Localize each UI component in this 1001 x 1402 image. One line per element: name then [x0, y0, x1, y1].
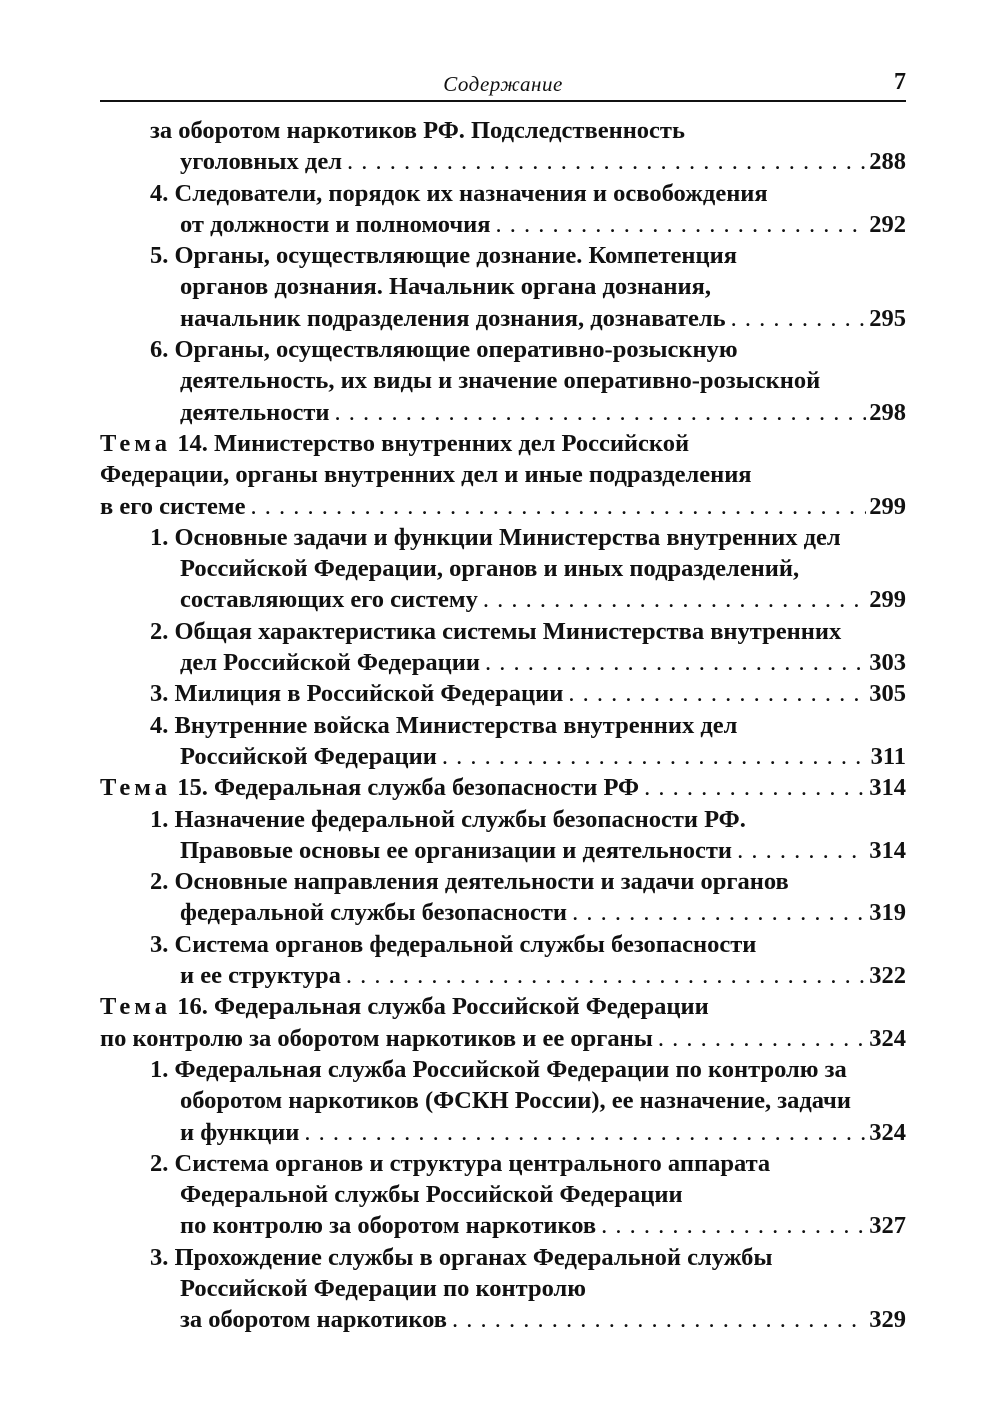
toc-line-text: 2. Общая характеристика системы Министерства внутренних — [150, 617, 842, 645]
toc-item — [150, 1148, 906, 1242]
dot-leader — [442, 741, 868, 772]
toc-line — [150, 647, 906, 678]
dot-leader — [568, 678, 866, 709]
dot-leader — [731, 303, 867, 334]
toc-line-text: и ее структура — [180, 962, 341, 990]
toc-item — [150, 522, 906, 616]
toc-line — [150, 929, 906, 960]
toc-topic — [100, 772, 906, 803]
toc-line — [150, 522, 906, 553]
toc-line — [150, 1242, 906, 1273]
toc-page-number: 298 — [869, 398, 906, 426]
toc-line-text: 5. Органы, осуществляющие дознание. Компетенция — [150, 242, 738, 270]
toc-line-text: 1. Назначение федеральной службы безопасности РФ. — [150, 805, 746, 833]
toc-line — [100, 491, 906, 522]
toc-line-text: дел Российской Федерации — [180, 649, 480, 677]
toc-line — [150, 303, 906, 334]
toc-line — [100, 772, 906, 803]
toc-line-text: и функции — [180, 1118, 300, 1146]
toc-page-number: 292 — [869, 210, 906, 238]
toc-line — [150, 1304, 906, 1335]
toc-line-text: Федеральной службы Российской Федерации — [180, 1181, 683, 1209]
toc-topic — [100, 428, 906, 522]
dot-leader — [483, 584, 866, 615]
dot-leader — [485, 647, 866, 678]
topic-prefix: Тема — [100, 429, 172, 457]
toc-line-text: составляющих его систему — [180, 586, 478, 614]
dot-leader — [304, 1117, 866, 1148]
toc-line — [100, 991, 906, 1022]
running-header — [100, 64, 906, 102]
toc-item — [150, 178, 906, 241]
toc-line — [150, 710, 906, 741]
toc-line — [150, 804, 906, 835]
topic-prefix: Тема — [100, 774, 172, 802]
toc-line — [150, 1273, 906, 1304]
toc-page-number: 319 — [869, 899, 906, 927]
toc-page-number: 314 — [869, 774, 906, 802]
toc-item — [150, 678, 906, 709]
toc-line — [150, 553, 906, 584]
toc-line-text: от должности и полномочия — [180, 210, 491, 238]
running-header-title: Содержание — [443, 72, 563, 96]
toc-page-number: 322 — [869, 962, 906, 990]
toc-item — [150, 866, 906, 929]
dot-leader — [737, 835, 866, 866]
dot-leader — [644, 772, 866, 803]
table-of-contents — [100, 115, 906, 1336]
toc-page-number: 329 — [869, 1306, 906, 1334]
toc-page-number: 299 — [869, 586, 906, 614]
toc-line-text: 4. Внутренние войска Министерства внутренних дел — [150, 711, 738, 739]
toc-line-text: 3. Прохождение службы в органах Федеральной службы — [150, 1243, 773, 1271]
toc-line — [150, 397, 906, 428]
toc-item — [150, 804, 906, 867]
dot-leader — [572, 897, 866, 928]
toc-line — [150, 835, 906, 866]
toc-line-text: уголовных дел — [180, 148, 342, 176]
toc-page-number: 295 — [869, 304, 906, 332]
toc-line-text: Российской Федерации — [180, 742, 437, 770]
toc-line-text: по контролю за оборотом наркотиков и ее органы — [100, 1024, 653, 1052]
toc-line-text: за оборотом наркотиков — [180, 1306, 448, 1334]
toc-page-number: 324 — [869, 1118, 906, 1146]
toc-page-number: 327 — [869, 1212, 906, 1240]
toc-item — [150, 1054, 906, 1148]
toc-line-text: в его системе — [100, 492, 246, 520]
toc-line — [150, 616, 906, 647]
dot-leader — [250, 491, 866, 522]
toc-line — [150, 115, 906, 146]
toc-line-text: 4. Следователи, порядок их назначения и освобождения — [150, 179, 768, 207]
dot-leader — [658, 1023, 866, 1054]
toc-line-text: 15. Федеральная служба безопасности РФ — [177, 774, 640, 802]
toc-line — [150, 1054, 906, 1085]
toc-topic — [100, 991, 906, 1054]
toc-item — [150, 710, 906, 773]
toc-line-text: деятельность, их виды и значение оперативно-розыскной — [180, 367, 821, 395]
toc-line-text: по контролю за оборотом наркотиков — [180, 1212, 597, 1240]
toc-line — [150, 584, 906, 615]
toc-item — [150, 334, 906, 428]
toc-line-text: федеральной службы безопасности — [180, 899, 568, 927]
toc-line-text: Федерации, органы внутренних дел и иные подразделения — [100, 461, 752, 489]
toc-page-number: 324 — [869, 1024, 906, 1052]
toc-item — [150, 115, 906, 178]
toc-page-number: 288 — [869, 148, 906, 176]
toc-line — [150, 960, 906, 991]
toc-page-number: 314 — [869, 836, 906, 864]
toc-line — [150, 1210, 906, 1241]
toc-line — [100, 428, 906, 459]
toc-line-text: оборотом наркотиков (ФСКН России), ее назначение, задачи — [180, 1087, 851, 1115]
dot-leader — [346, 960, 866, 991]
toc-line-text: 1. Основные задачи и функции Министерства внутренних дел — [150, 523, 841, 551]
dot-leader — [335, 397, 867, 428]
toc-line — [100, 459, 906, 490]
toc-page-number: 303 — [869, 649, 906, 677]
toc-line — [150, 866, 906, 897]
toc-line — [150, 240, 906, 271]
toc-line-text: за оборотом наркотиков РФ. Подследственность — [150, 117, 685, 144]
page-number: 7 — [894, 69, 906, 95]
toc-line-text: органов дознания. Начальник органа дознания, — [180, 273, 711, 301]
dot-leader — [601, 1210, 866, 1241]
toc-page-number: 305 — [869, 680, 906, 708]
toc-page-number: 311 — [870, 742, 906, 770]
toc-line — [150, 1148, 906, 1179]
toc-line — [150, 146, 906, 177]
toc-line — [150, 1179, 906, 1210]
toc-line-text: 2. Основные направления деятельности и задачи органов — [150, 868, 789, 896]
toc-item — [150, 929, 906, 992]
toc-line — [150, 209, 906, 240]
toc-line — [150, 271, 906, 302]
toc-line-text: 2. Система органов и структура центрального аппарата — [150, 1149, 771, 1177]
toc-item — [150, 616, 906, 679]
topic-prefix: Тема — [100, 993, 172, 1021]
toc-line — [150, 334, 906, 365]
toc-line-text: 3. Система органов федеральной службы безопасности — [150, 930, 757, 958]
toc-line — [150, 1085, 906, 1116]
toc-line — [150, 365, 906, 396]
toc-item — [150, 1242, 906, 1336]
toc-line — [150, 897, 906, 928]
toc-line-text: Российской Федерации, органов и иных подразделений, — [180, 555, 800, 583]
toc-line-text: 16. Федеральная служба Российской Федерации — [177, 993, 709, 1021]
toc-line-text: 3. Милиция в Российской Федерации — [150, 680, 564, 708]
dot-leader — [452, 1304, 866, 1335]
dot-leader — [347, 146, 866, 177]
toc-item — [150, 240, 906, 334]
toc-line-text: Российской Федерации по контролю — [180, 1274, 586, 1302]
toc-line-text: 14. Министерство внутренних дел Российской — [177, 429, 690, 457]
toc-line-text: начальник подразделения дознания, дознаватель — [180, 304, 726, 332]
toc-line — [150, 678, 906, 709]
toc-line-text: деятельности — [180, 398, 330, 426]
toc-page-number: 299 — [869, 492, 906, 520]
toc-line-text: 1. Федеральная служба Российской Федерации по контролю за — [150, 1055, 847, 1083]
toc-line-text: 6. Органы, осуществляющие оперативно-розыскную — [150, 336, 738, 364]
toc-line — [100, 1023, 906, 1054]
toc-line-text: Правовые основы ее организации и деятельности — [180, 836, 733, 864]
toc-line — [150, 1117, 906, 1148]
dot-leader — [496, 209, 867, 240]
toc-line — [150, 741, 906, 772]
toc-line — [150, 178, 906, 209]
